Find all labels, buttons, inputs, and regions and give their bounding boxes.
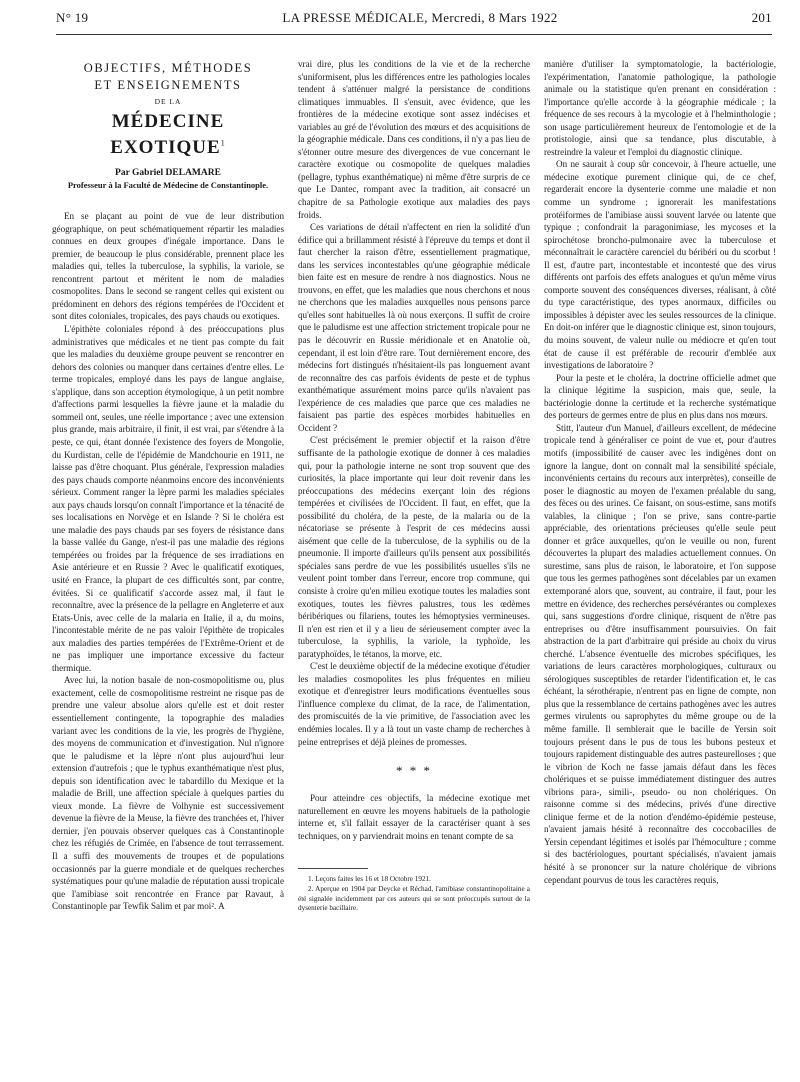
section-separator-asterisks: * * *	[396, 763, 432, 779]
title-line-2: ET ENSEIGNEMENTS	[94, 78, 242, 93]
column-3	[544, 58, 776, 1072]
author-line: Par Gabriel DELAMARE	[115, 168, 221, 179]
paragraph: vrai dire, plus les conditions de la vie et de la recherche s'uniformisent, plus les différences entre les pathologies locales tendent à s'atténuer malgré la persistance de conditions climatiques immuables. Il s'ensuit, avec évidence, que les frontières de la médecine exotique sont assez indécises et variables au gré de l'évolution des mœurs et des acquisitions de la géographie médicale. Dans ces conditions, il n'y a pas lieu de s'étonner outre mesure des divergences de vue concernant le caractère exotique ou cosmopolite de quelques maladies (pellagre, typhus exanthématique) ni même d'être surpris de ce que Le Dantec, rompant avec la tradition, ait consacré un chapitre de sa Pathologie exotique aux maladies des pays froids.	[298, 59, 530, 220]
column-2	[298, 58, 530, 1072]
page-number: 201	[751, 10, 772, 25]
author-affiliation: Professeur à la Faculté de Médecine de Constantinople.	[67, 180, 269, 191]
paragraph: Ces variations de détail n'affectent en rien la solidité d'un édifice qui a brillamment résisté à l'épreuve du temps et dont il faut chercher la raison d'être, essentiellement pragmatique, dans les services incontestables qu'une géographie médicale bien faite est en mesure de rendre à nos diagnostics. Nous ne trouvons, en effet, que les maladies que nous cherchons et nous ne cherchons que les maladies auxquelles nous pensons parce qu'elles sont habituelles là où nous exerçons. Il suffit de croire que le paludisme est une affection strictement tropicale pour ne pas le découvrir en Russie méridionale et en Anatolie où, cependant, il est loin d'être rare. Tout dernièrement encore, des médecins fort distingués n'hésitaient-ils pas longuement avant de reconnaître des cas parfois évidents de peste et de typhus exanthématique assurément moins parce qu'ils n'avaient pas l'expérience de ces maladies que parce que ces maladies ne faisaient pas partie des espèces morbides habituelles en Occident ?	[298, 222, 530, 433]
paragraph: manière d'utiliser la symptomatologie, la bactériologie, l'expérimentation, l'anatomie pathologique, la pathologie animale ou la statistique qu'en prenant en considération : l'importance qu'elle accorde à la géographie médicale ; la fréquence de ses recours à la mycologie et à l'helminthologie ; son usage particulièrement heureux de l'entomologie et de la protistologie, ainsi que sa tendance, plus discutable, à restreindre la valeur et l'emploi du diagnostic clinique.	[544, 59, 776, 157]
header-rule	[56, 34, 772, 35]
column-1	[52, 58, 284, 1072]
footnote: 1. Leçons faites les 16 et 18 Octobre 1921.	[308, 875, 431, 884]
paragraph: Stitt, l'auteur d'un Manuel, d'ailleurs excellent, de médecine tropicale tend à généraliser ce point de vue et, pour d'autres motifs (impossibilité de causer avec les indigènes dont on ignore la langue, dont on connaît mal la sensibilité spéciale, inconvénients certains du recours aux interprètes), conseille de poser le diagnostic au moyen de l'examen préalable du sang, des fèces ou des urines. Ce faisant, on sous-estime, sans motifs valables, la clinique ; l'on se prive, sans contre-partie appréciable, des orientations précieuses qu'elle seule peut donner et grâce auxquelles, qu'on le veuille ou non, furent découvertes la plupart des maladies actuellement connues. On surestime, sans plus de raison, le laboratoire, et l'on suppose que tous les germes pathogènes sont décelables par un examen extemporané alors que, souvent, au contraire, il faut, pour les mettre en évidence, des recherches persévérantes ou complexes qui, sans suggestions d'ordre clinique, risquent de n'être pas entreprises ou d'être insuffisamment poursuivies. On fait abstraction de la part d'arbitraire qui préside au choix du virus cherché. L'absence éventuelle des microbes spécifiques, les variations de leurs caractères morphologiques, culturaux ou sérologiques susceptibles de retarder l'identification et, le cas échéant, la sérothérapie, n'entrent pas en ligne de compte, non plus que la ressemblance de certains pathogènes avec les autres germes virulents ou saprophytes du même groupe ou de la même famille. Il semblerait que le bacille de Yersin soit toujours présent dans le pus de tous les bubons pesteux et toujours rapidement distinguable des autres pasteurelloses ; que le vibrion de Koch ne fasse jamais défaut dans les fèces cholériques et se puisse immédiatement distinguer des autres vibrions para-, simili-, pseudo- ou non cholériques. On raisonne comme si des médecins, privés d'une directive clinique ferme et de la notion d'endémo-épidémie pesteuse, n'avaient jamais hésité à reconnaître des coccobacilles de Yersin cependant légitimes et isolés par l'hémoculture ; comme si des bactériologues, pourtant spécialisés, n'avaient jamais hésité à se prononcer sur la nature cholérique de vibrions cependant pourvus de tous les caractères requis,	[544, 422, 776, 885]
article-main-title	[52, 109, 284, 161]
paragraph: C'est le deuxième objectif de la médecine exotique d'étudier les maladies cosmopolites les plus fréquentes en milieu exotique et d'enregistrer leurs modifications éventuelles sous l'influence complexe du climat, de la race, de l'alimentation, des promiscuités de la vie primitive, de l'association avec les endémies locales. Il y a là tout un vaste champ de recherches à peine entreprises et déjà pleines de promesses.	[298, 661, 530, 747]
paragraph: En se plaçant au point de vue de leur distribution géographique, on peut schématiquement répartir les maladies connues en deux groupes d'inégale importance. Dans le premier, de beaucoup le plus considérable, prennent place les maladies qui, telles la tuberculose, la syphilis, la variole, se rencontrent partout et méritent le nom de maladies cosmopolites. Dans le second se rangent celles qui existent ou prédominent en dehors des régions tempérées de l'Occident et sont dites coloniales, tropicales, des pays chauds ou exotiques.	[52, 211, 284, 322]
main-title-text: MÉDECINE EXOTIQUE	[110, 110, 225, 159]
title-line-3: DE LA	[154, 96, 182, 106]
title-footnote-mark: 1	[220, 138, 226, 148]
footnote: 2. Aperçue en 1904 par Deycke et Réchad, l'amibiase constantinopolitaine a été signalée incidemment par ces auteurs qui se sont préoccupés surtout de la dysenterie bacillaire.	[298, 884, 530, 913]
journal-title: LA PRESSE MÉDICALE, Mercredi, 8 Mars 1922	[282, 10, 558, 25]
paragraph: Pour atteindre ces objectifs, la médecine exotique met naturellement en œuvre les moyens habituels de la pathologie interne et, s'il fallait essayer de la caractériser quant à ses techniques, on y parviendrait moins en tenant compte de sa	[298, 793, 530, 841]
paragraph: Pour la peste et le choléra, la doctrine officielle admet que la clinique légitime la suspicion, mais que, seule, la bactériologie donne la certitude et la recherche systématique des porteurs de germes entre de plus en plus dans nos mœurs.	[544, 372, 776, 421]
column-1-text	[52, 210, 284, 913]
title-line-1: OBJECTIFS, MÉTHODES	[83, 61, 253, 75]
article-body	[52, 58, 776, 1074]
footnotes	[298, 875, 530, 914]
paragraph: C'est précisément le premier objectif et la raison d'être suffisante de la pathologie exotique de donner à ces maladies qui, pour la pathologie interne ne sont trop souvent que des curiosités, la place importante qui leur doit revenir dans les préoccupations des médecins exerçant loin des régions tempérées et civilisées de l'Occident. Il faut, en effet, que la possibilité du choléra, de la peste, de la malaria ou de la nécatoriase se présente à l'esprit de ces médecins aussi aisément que celle de la tuberculose, de la syphilis ou de la pneumonie. Il importe d'ailleurs qu'ils pensent aux possibilités spéciales sans perdre de vue les possibilités usuelles s'ils ne veulent point tomber dans l'erreur, encore trop commune, qui consiste à croire qu'en milieu exotique toutes les maladies sont exotiques, toutes les fièvres palustres, tous les œdèmes béribériques ou filariens, toutes les hémoptysies vermineuses. Il n'en est rien et il y a lieu de sérieusement compter avec la tuberculose, la syphilis, la variole, la typhoïde, les paratyphoïdes, le tétanos, la morve, etc.	[298, 435, 530, 659]
footnote-rule	[298, 868, 368, 869]
paragraph: Avec lui, la notion basale de non-cosmopolitisme ou, plus exactement, celle de cosmopolitisme restreint ne risque pas de prendre une valeur absolue alors qu'elle est et doit rester essentiellement contingente, la topographie des maladies variant avec les conditions de la vie, les progrès de l'hygiène, des moyens de communication et d'investigation. Nul n'ignore que le paludisme et la lèpre n'ont plus aujourd'hui leur extension d'autrefois ; que le typhus exanthématique n'est plus, depuis son identification avec le tabardillo du Mexique et la maladie de Brill, une affection spéciale à quelques parties du vieux monde. La fièvre de Volhynie est successivement devenue la fièvre de la Meuse, la fièvre des tranchées et, l'hiver dernier, j'en pouvais observer quelques cas à Constantinople chez les réfugiés de Crimée, en l'absence de tout terrassement. Il a suffi des mouvements de troupes et de populations occasionnés par la guerre mondiale et de quelques recherches systématiques pour qu'une maladie de réputation aussi tropicale que l'amibiase soit rencontrée en France par Ravaut, à Constantinople par Tewfik Salim et par moi². A	[52, 675, 284, 912]
issue-number: N° 19	[56, 10, 89, 25]
running-head	[56, 10, 772, 32]
paragraph: L'épithète coloniales répond à des préoccupations plus administratives que médicales et ne tient pas compte du fait que les maladies du deuxième groupe peuvent se rencontrer en dehors des colonies ou manquer dans certaines d'entre elles. Le terme tropicales, employé dans les pays de langue anglaise, s'applique, dans son acception étymologique, à un petit nombre d'affections parmi lesquelles la fièvre jaune et la maladie du sommeil ont, seules, une réelle importance ; avec une extension plus grande, mais arbitraire, il finit, il est vrai, par s'étendre à la peste, ce qui, étant donnée l'existence des foyers de Mongolie, du Kurdistan, celle de l'épidémie de Mandchourie en 1911, ne laisse pas d'être choquant. Plus générale, l'expression maladies des pays chauds comporte néanmoins encore des inconvénients sérieux. Comment ranger la lèpre parmi les maladies spéciales aux pays chauds lorsqu'on connaît l'importance et la ténacité de ses localisations en Norvège et en Islande ? Si le choléra est une maladie des pays chauds par ses foyers de résistance dans la basse vallée du Gange, n'est-il pas une maladie des régions tempérées ou froides par la fréquence de ses irradiations en Asie antérieure et en Russie ? Avec le qualificatif exotiques, usité en France, la plupart de ces difficultés sont, par contre, évitées. Si ce qualificatif s'accorde assez mal, il faut le reconnaître, avec la présence de la pellagre en Angleterre et aux Etats-Unis, avec celle de la malaria en Italie, il a, du moins, l'incontestable mérite de ne pas valoir l'épithète de tropicales aux maladies des parties tempérées de l'Extrême-Orient et de ne pas impliquer une importance excessive du facteur thermique.	[52, 324, 284, 673]
article-title-block	[52, 60, 284, 192]
paragraph: On ne saurait à coup sûr concevoir, à l'heure actuelle, une médecine exotique purement clinique qui, de ce chef, regarderait encore la dysenterie comme une maladie et non comme un syndrome ; ignorerait les manifestations protéiformes de l'amibiase aussi souvent larvée ou latente que typique ; confondrait la paragonimiase, les mycoses et la spirochétose broncho-pulmonaire avec la tuberculose et méconnaîtrait le caractère carenciel du béribéri ou du scorbut ! Il est, d'autre part, incontestable et incontesté que des virus différents ont parfois des effets analogues et qu'un même virus comporte souvent des conséquences diverses, réalisant, à côté du type caractéristique, des types anormaux, difficiles ou impossibles à dépister avec les seules ressources de la clinique. En doit-on inférer que le diagnostic clinique est, sinon toujours, du moins souvent, de valeur nulle ou médiocre et qu'en tout état de cause il est préférable de recourir d'emblée aux investigations de laboratoire ?	[544, 159, 776, 371]
